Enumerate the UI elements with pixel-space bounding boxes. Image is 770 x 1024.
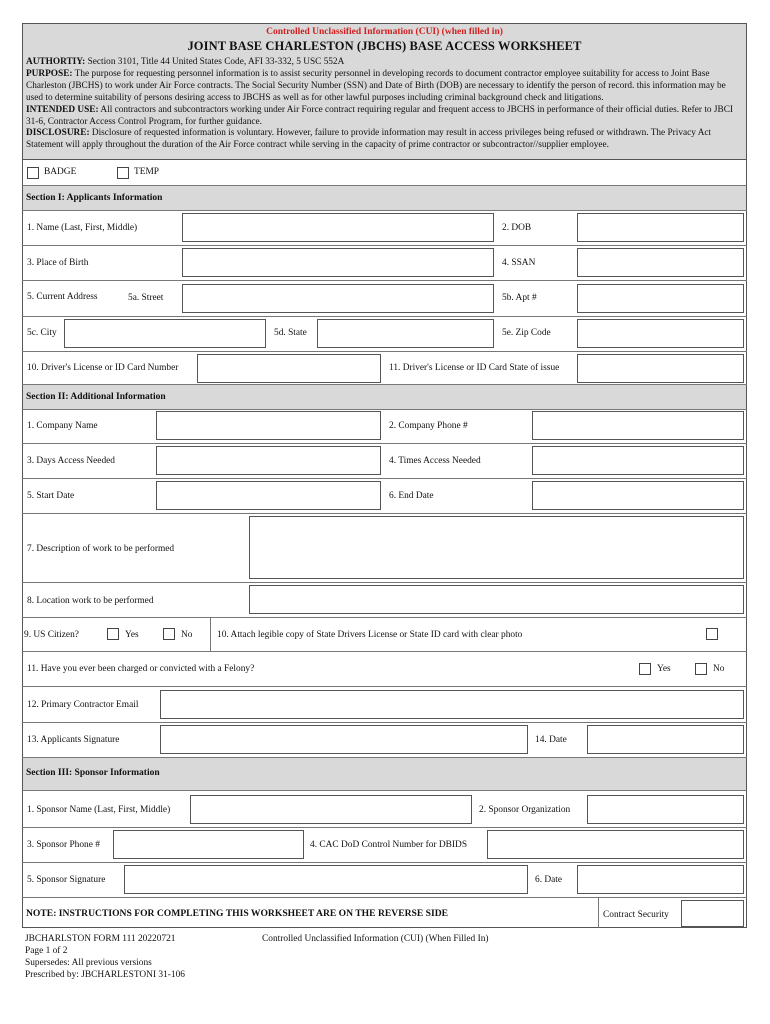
contractor-email-label: 12. Primary Contractor Email — [27, 700, 139, 710]
name-field[interactable] — [182, 213, 494, 242]
description-field[interactable] — [249, 516, 744, 579]
dob-label: 2. DOB — [502, 223, 532, 233]
cui-banner: Controlled Unclassified Information (CUI) (when filled in) — [266, 27, 503, 37]
attach-license-checkbox[interactable] — [706, 628, 718, 640]
location-field[interactable] — [249, 585, 744, 614]
license-state-field[interactable] — [577, 354, 744, 383]
dob-field[interactable] — [577, 213, 744, 242]
page-title: JOINT BASE CHARLESTON (JBCHS) BASE ACCESS WORKSHEET — [187, 39, 582, 53]
sponsor-signature-field[interactable] — [124, 865, 528, 894]
citizen-yes-label: Yes — [125, 630, 139, 640]
sponsor-phone-label: 3. Sponsor Phone # — [27, 840, 100, 850]
state-field[interactable] — [317, 319, 494, 348]
street-field[interactable] — [182, 284, 494, 313]
disclosure-label: DISCLOSURE: — [26, 128, 90, 139]
times-label: 4. Times Access Needed — [389, 456, 481, 466]
start-date-field[interactable] — [156, 481, 381, 510]
felony-label: 11. Have you ever been charged or convicted with a Felony? — [27, 664, 255, 674]
sponsor-name-label: 1. Sponsor Name (Last, First, Middle) — [27, 805, 171, 815]
sponsor-name-field[interactable] — [190, 795, 472, 824]
authority-text: Section 3101, Title 44 United States Code, AFI 33-332, 5 USC 552A — [85, 57, 345, 67]
form-number: JBCHARLSTON FORM 111 20220721 — [25, 934, 176, 944]
purpose-label: PURPOSE: — [26, 68, 73, 79]
citizen-label: 9. US Citizen? — [24, 630, 79, 640]
end-date-field[interactable] — [532, 481, 744, 510]
pob-field[interactable] — [182, 248, 494, 277]
supersedes-text: Supersedes: All previous versions — [25, 958, 152, 968]
license-field[interactable] — [197, 354, 381, 383]
section-3-header: Section III: Sponsor Information — [23, 758, 746, 790]
apt-label: 5b. Apt # — [502, 293, 537, 303]
contract-security-field[interactable] — [681, 900, 744, 927]
company-name-label: 1. Company Name — [27, 421, 98, 431]
sponsor-org-label: 2. Sponsor Organization — [479, 805, 571, 815]
sponsor-date-label: 6. Date — [535, 875, 563, 885]
apt-field[interactable] — [577, 284, 744, 313]
applicant-signature-label: 13. Applicants Signature — [27, 735, 120, 745]
purpose-text: The purpose for requesting personnel information is to assist security personnel in developing records to document contractor employee suitability for access to Joint Base Charleston (JBCHS) to work under Air Force contracts. The Social Security Number (SSN) and Date of Birth (DOB) are necessary to identify the person of record. this information may be used to determine suitability of persons desiring access to JBCHS as well as for other lawful purposes including criminal background check and litigations. — [26, 68, 726, 103]
prescribed-text: Prescribed by: JBCHARLESTONI 31-106 — [25, 970, 185, 980]
applicant-date-field[interactable] — [587, 725, 744, 754]
sponsor-date-field[interactable] — [577, 865, 744, 894]
state-label: 5d. State — [274, 328, 307, 338]
applicant-signature-field[interactable] — [160, 725, 528, 754]
felony-yes-label: Yes — [657, 664, 671, 674]
company-phone-field[interactable] — [532, 411, 744, 440]
company-name-field[interactable] — [156, 411, 381, 440]
zip-label: 5e. Zip Code — [502, 328, 551, 338]
section-2-header: Section II: Additional Information — [23, 385, 746, 409]
street-label: 5a. Street — [128, 293, 164, 303]
form-header — [23, 24, 746, 160]
contractor-email-field[interactable] — [160, 690, 744, 719]
cac-field[interactable] — [487, 830, 744, 859]
citizen-no-label: No — [181, 630, 193, 640]
authority-label: AUTHORTIY: — [26, 57, 86, 67]
city-label: 5c. City — [27, 328, 57, 338]
badge-checkbox[interactable] — [27, 167, 39, 179]
license-state-label: 11. Driver's License or ID Card State of issue — [389, 363, 560, 373]
description-label: 7. Description of work to be performed — [27, 544, 175, 554]
felony-yes-checkbox[interactable] — [639, 663, 651, 675]
start-date-label: 5. Start Date — [27, 491, 75, 501]
zip-field[interactable] — [577, 319, 744, 348]
citizen-no-checkbox[interactable] — [163, 628, 175, 640]
address-label: 5. Current Address — [27, 292, 98, 302]
footer-cui-banner: Controlled Unclassified Information (CUI) (When Filled In) — [262, 934, 489, 944]
days-field[interactable] — [156, 446, 381, 475]
ssan-label: 4. SSAN — [502, 258, 536, 268]
applicant-date-label: 14. Date — [535, 735, 567, 745]
sponsor-signature-label: 5. Sponsor Signature — [27, 875, 106, 885]
end-date-label: 6. End Date — [389, 491, 434, 501]
sponsor-phone-field[interactable] — [113, 830, 304, 859]
days-label: 3. Days Access Needed — [27, 456, 115, 466]
pob-label: 3. Place of Birth — [27, 258, 89, 268]
instructions-note: NOTE: INSTRUCTIONS FOR COMPLETING THIS WORKSHEET ARE ON THE REVERSE SIDE — [26, 908, 449, 919]
city-field[interactable] — [64, 319, 266, 348]
attach-license-label: 10. Attach legible copy of State Drivers License or State ID card with clear photo — [217, 630, 523, 640]
intended-use-label: INTENDED USE: — [26, 104, 99, 115]
cac-label: 4. CAC DoD Control Number for DBIDS — [310, 840, 468, 850]
section-1-header: Section I: Applicants Information — [23, 186, 746, 210]
intended-use-text: All contractors and subcontractors working under Air Force contract requiring regular and frequent access to JBCHS in performance of their official duties. Refer to JBCI 31-6, Contractor Access Control Program, for further guidance. — [26, 104, 734, 127]
badge-label: BADGE — [44, 167, 77, 177]
location-label: 8. Location work to be performed — [27, 596, 154, 606]
sponsor-org-field[interactable] — [587, 795, 744, 824]
felony-no-checkbox[interactable] — [695, 663, 707, 675]
temp-label: TEMP — [134, 167, 160, 177]
license-label: 10. Driver's License or ID Card Number — [27, 363, 179, 373]
temp-checkbox[interactable] — [117, 167, 129, 179]
company-phone-label: 2. Company Phone # — [389, 421, 468, 431]
privacy-statement — [26, 57, 744, 152]
contract-security-label: Contract Security — [603, 910, 669, 920]
felony-no-label: No — [713, 664, 725, 674]
times-field[interactable] — [532, 446, 744, 475]
disclosure-text: Disclosure of requested information is voluntary. However, failure to provide information may result in access privileges being refused or withdrawn. The Privacy Act Statement will apply throughout the duration of the Air Force contract while serving in the capacity of prime contractor or subcontractor//supplier employee. — [26, 128, 712, 151]
citizen-yes-checkbox[interactable] — [107, 628, 119, 640]
page-number: Page 1 of 2 — [25, 946, 68, 956]
ssan-field[interactable] — [577, 248, 744, 277]
name-label: 1. Name (Last, First, Middle) — [27, 223, 138, 233]
